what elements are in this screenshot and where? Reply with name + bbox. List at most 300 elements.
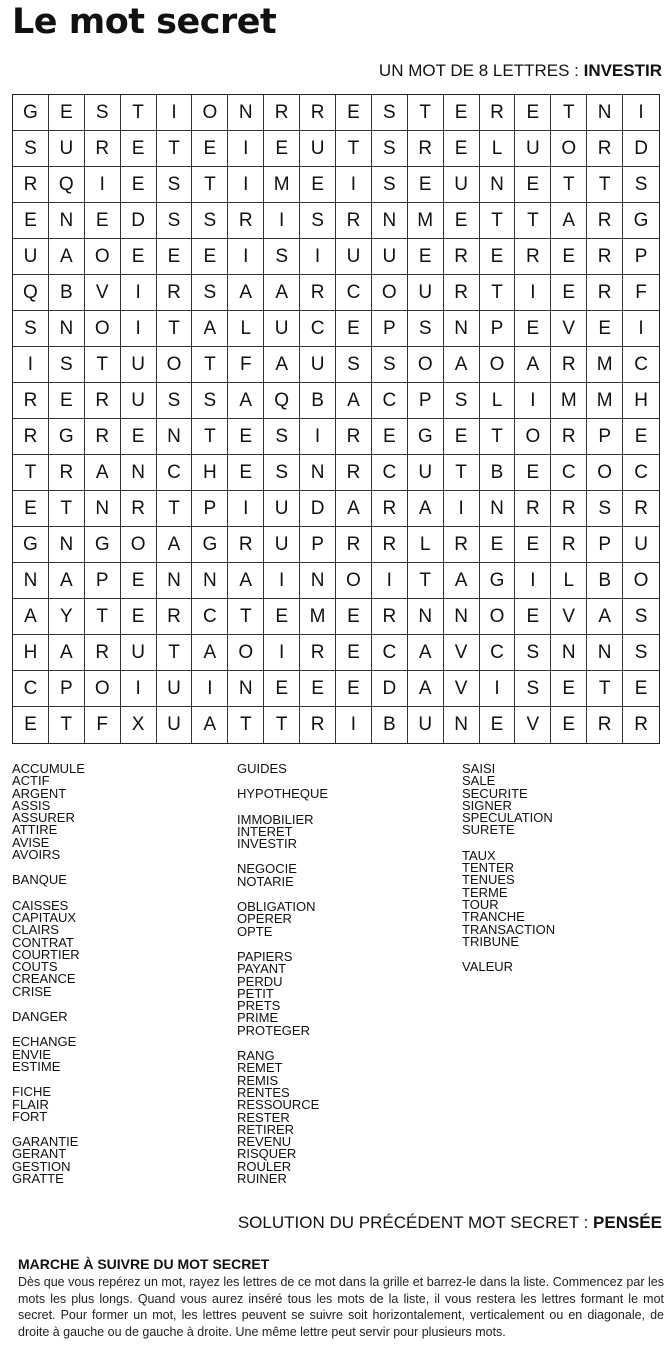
grid-cell[interactable]: N (444, 311, 480, 347)
word-list-item[interactable]: TRIBUNE (462, 933, 520, 949)
word-list-item[interactable]: SALE (462, 773, 496, 789)
grid-cell[interactable]: R (480, 95, 516, 131)
grid-cell[interactable]: N (372, 203, 408, 239)
grid-cell[interactable]: E (480, 707, 516, 743)
grid-cell[interactable]: C (372, 383, 408, 419)
grid-cell[interactable]: T (157, 491, 193, 527)
grid-cell[interactable]: E (336, 311, 372, 347)
word-list-item[interactable]: REVENU (237, 1134, 292, 1150)
grid-cell[interactable]: A (264, 347, 300, 383)
grid-cell[interactable]: O (408, 347, 444, 383)
word-list-item[interactable]: RETIRER (237, 1121, 295, 1137)
word-list-item[interactable]: BANQUE (12, 872, 67, 888)
grid-cell[interactable]: G (408, 419, 444, 455)
grid-cell[interactable]: M (587, 347, 623, 383)
grid-cell[interactable]: T (408, 95, 444, 131)
grid-cell[interactable]: E (444, 131, 480, 167)
word-list-item[interactable]: SECURITE (462, 785, 528, 801)
grid-cell[interactable]: Y (49, 599, 85, 635)
grid-cell[interactable]: L (480, 383, 516, 419)
grid-cell[interactable]: E (551, 671, 587, 707)
word-list-item[interactable]: INTERET (237, 823, 293, 839)
grid-cell[interactable]: E (49, 95, 85, 131)
grid-cell[interactable]: E (336, 599, 372, 635)
grid-cell[interactable]: C (623, 455, 659, 491)
grid-cell[interactable]: U (13, 239, 49, 275)
word-list-item[interactable]: RANG (237, 1048, 275, 1064)
grid-cell[interactable]: X (121, 707, 157, 743)
word-list-item[interactable]: ARGENT (12, 785, 67, 801)
word-list-item[interactable]: GESTION (12, 1158, 71, 1174)
grid-cell[interactable]: R (85, 131, 121, 167)
word-list-item[interactable]: ESTIME (12, 1058, 61, 1074)
grid-cell[interactable]: D (121, 203, 157, 239)
grid-cell[interactable]: T (444, 455, 480, 491)
grid-cell[interactable]: T (551, 167, 587, 203)
grid-cell[interactable]: T (157, 131, 193, 167)
grid-cell[interactable]: B (372, 707, 408, 743)
word-list-item[interactable]: GERANT (12, 1146, 67, 1162)
grid-cell[interactable]: N (49, 527, 85, 563)
word-list-item[interactable]: CAISSES (12, 897, 69, 913)
grid-cell[interactable]: E (515, 95, 551, 131)
grid-cell[interactable]: R (85, 383, 121, 419)
grid-cell[interactable]: R (85, 635, 121, 671)
grid-cell[interactable]: S (49, 347, 85, 383)
grid-cell[interactable]: N (587, 95, 623, 131)
grid-cell[interactable]: E (300, 167, 336, 203)
grid-cell[interactable]: R (634, 714, 648, 735)
grid-cell[interactable]: E (623, 419, 659, 455)
word-list-item[interactable]: REMIS (237, 1072, 279, 1088)
grid-cell[interactable]: S (85, 95, 121, 131)
grid-cell[interactable]: G (85, 527, 121, 563)
word-list-item[interactable]: OBLIGATION (237, 899, 316, 915)
word-list-item[interactable]: FICHE (12, 1084, 51, 1100)
grid-cell[interactable]: R (13, 167, 49, 203)
grid-cell[interactable]: A (228, 563, 264, 599)
grid-cell[interactable]: N (121, 455, 157, 491)
word-list-item[interactable]: HYPOTHEQUE (237, 786, 329, 802)
grid-cell[interactable]: S (192, 203, 228, 239)
grid-cell[interactable]: S (444, 383, 480, 419)
grid-cell[interactable]: T (408, 563, 444, 599)
grid-cell[interactable]: F (228, 347, 264, 383)
grid-cell[interactable]: T (480, 203, 516, 239)
word-list-item[interactable]: RENTES (237, 1084, 290, 1100)
grid-cell[interactable]: E (515, 311, 551, 347)
grid-cell[interactable]: T (480, 419, 516, 455)
grid-cell[interactable]: G (192, 527, 228, 563)
word-list-item[interactable]: DANGER (12, 1009, 68, 1025)
grid-cell[interactable]: P (49, 671, 85, 707)
grid-cell[interactable]: O (515, 419, 551, 455)
grid-cell[interactable]: T (515, 203, 551, 239)
grid-cell[interactable]: R (372, 599, 408, 635)
grid-cell[interactable]: A (515, 347, 551, 383)
grid-cell[interactable]: V (444, 635, 480, 671)
grid-cell[interactable]: R (121, 491, 157, 527)
word-list-item[interactable]: AVISE (12, 834, 50, 850)
grid-cell[interactable]: E (551, 275, 587, 311)
word-list-item[interactable]: CRISE (12, 983, 52, 999)
word-list-item[interactable]: ROULER (237, 1158, 292, 1174)
grid-cell[interactable]: S (623, 599, 659, 635)
grid-cell[interactable]: C (13, 671, 49, 707)
word-list-item[interactable]: ATTIRE (12, 822, 58, 838)
grid-cell[interactable]: E (408, 239, 444, 275)
grid-cell[interactable]: E (13, 707, 49, 743)
grid-cell[interactable]: D (623, 131, 659, 167)
grid-cell[interactable]: S (587, 491, 623, 527)
grid-cell[interactable]: S (264, 419, 300, 455)
grid-cell[interactable]: U (300, 347, 336, 383)
grid-cell[interactable]: E (121, 239, 157, 275)
grid-cell[interactable]: O (85, 671, 121, 707)
grid-cell[interactable]: U (121, 383, 157, 419)
grid-cell[interactable]: A (587, 599, 623, 635)
grid-cell[interactable]: I (515, 563, 551, 599)
grid-cell[interactable]: P (587, 527, 623, 563)
word-list-item[interactable]: NEGOCIE (237, 861, 297, 877)
grid-cell[interactable]: O (85, 239, 121, 275)
grid-cell[interactable]: A (49, 635, 85, 671)
grid-cell[interactable]: S (157, 167, 193, 203)
grid-cell[interactable]: O (85, 311, 121, 347)
grid-cell[interactable]: U (444, 167, 480, 203)
grid-cell[interactable]: R (372, 527, 408, 563)
grid-cell[interactable]: T (157, 311, 193, 347)
grid-cell[interactable]: I (264, 635, 300, 671)
grid-cell[interactable]: N (192, 563, 228, 599)
word-list-item[interactable]: PETIT (237, 985, 274, 1001)
grid-cell[interactable]: I (300, 419, 336, 455)
grid-cell[interactable]: T (228, 707, 264, 743)
grid-cell[interactable]: A (228, 383, 264, 419)
word-list-item[interactable]: CLAIRS (12, 922, 59, 938)
grid-cell[interactable]: M (587, 383, 623, 419)
grid-cell[interactable]: N (228, 671, 264, 707)
grid-cell[interactable]: N (587, 635, 623, 671)
word-list-item[interactable]: PERDU (237, 973, 283, 989)
grid-cell[interactable]: U (49, 131, 85, 167)
grid-cell[interactable]: R (551, 491, 587, 527)
word-list-item[interactable]: PROTEGER (237, 1022, 310, 1038)
word-list-item[interactable]: NOTARIE (237, 873, 294, 889)
grid-cell[interactable]: I (157, 95, 193, 131)
grid-cell[interactable]: O (157, 347, 193, 383)
grid-cell[interactable]: O (192, 95, 228, 131)
grid-cell[interactable]: N (49, 203, 85, 239)
grid-cell[interactable]: E (121, 419, 157, 455)
grid-cell[interactable]: R (336, 203, 372, 239)
grid-cell[interactable]: H (623, 383, 659, 419)
grid-cell[interactable]: N (480, 491, 516, 527)
grid-cell[interactable]: N (408, 599, 444, 635)
word-list-item[interactable]: OPERER (237, 911, 292, 927)
grid-cell[interactable]: C (336, 275, 372, 311)
grid-cell[interactable]: E (192, 131, 228, 167)
word-list-item[interactable]: SPECULATION (462, 810, 553, 826)
grid-cell[interactable]: G (49, 419, 85, 455)
grid-cell[interactable]: U (408, 455, 444, 491)
grid-cell[interactable]: R (551, 527, 587, 563)
grid-cell[interactable]: A (444, 563, 480, 599)
grid-cell[interactable]: T (85, 599, 121, 635)
grid-cell[interactable]: I (444, 491, 480, 527)
grid-cell[interactable]: U (336, 239, 372, 275)
grid-cell[interactable]: S (264, 239, 300, 275)
grid-cell[interactable]: N (228, 95, 264, 131)
word-list-item[interactable]: TOUR (462, 896, 499, 912)
grid-cell[interactable]: E (336, 635, 372, 671)
word-list-item[interactable]: ASSURER (12, 810, 75, 826)
word-list-item[interactable]: OPTE (237, 923, 273, 939)
grid-cell[interactable]: E (85, 203, 121, 239)
word-list-item[interactable]: ACTIF (12, 773, 50, 789)
grid-cell[interactable]: R (515, 491, 551, 527)
word-list-item[interactable]: CONTRAT (12, 934, 74, 950)
grid-cell[interactable]: R (444, 527, 480, 563)
word-list-item[interactable]: REMET (237, 1060, 283, 1076)
grid-cell[interactable]: N (300, 563, 336, 599)
grid-cell[interactable]: R (336, 527, 372, 563)
grid-cell[interactable]: N (157, 419, 193, 455)
grid-cell[interactable]: E (551, 707, 587, 743)
grid-cell[interactable]: F (623, 275, 659, 311)
grid-cell[interactable]: I (228, 239, 264, 275)
grid-cell[interactable]: O (480, 347, 516, 383)
grid-cell[interactable]: I (300, 239, 336, 275)
grid-cell[interactable]: A (408, 491, 444, 527)
grid-cell[interactable]: E (444, 419, 480, 455)
word-list-item[interactable]: PAYANT (237, 961, 287, 977)
grid-cell[interactable]: P (587, 419, 623, 455)
grid-cell[interactable]: E (336, 671, 372, 707)
grid-cell[interactable]: I (228, 167, 264, 203)
grid-cell[interactable]: I (13, 347, 49, 383)
word-list-item[interactable]: GARANTIE (12, 1134, 79, 1150)
grid-cell[interactable]: Q (49, 167, 85, 203)
word-list-item[interactable]: FLAIR (12, 1096, 49, 1112)
word-list-item[interactable]: RESSOURCE (237, 1097, 320, 1113)
grid-cell[interactable]: B (480, 455, 516, 491)
grid-cell[interactable]: R (587, 707, 623, 743)
grid-cell[interactable]: T (121, 95, 157, 131)
grid-cell[interactable]: R (157, 275, 193, 311)
grid-cell[interactable]: G (13, 95, 49, 131)
grid-cell[interactable]: E (444, 95, 480, 131)
grid-cell[interactable]: S (515, 635, 551, 671)
grid-cell[interactable]: V (85, 275, 121, 311)
grid-cell[interactable]: A (336, 491, 372, 527)
grid-cell[interactable]: P (300, 527, 336, 563)
grid-cell[interactable]: N (444, 599, 480, 635)
grid-cell[interactable]: A (13, 599, 49, 635)
grid-cell[interactable]: E (372, 419, 408, 455)
grid-cell[interactable]: R (515, 239, 551, 275)
grid-cell[interactable]: T (49, 707, 85, 743)
grid-cell[interactable]: A (192, 635, 228, 671)
grid-cell[interactable]: U (408, 707, 444, 743)
grid-cell[interactable]: E (515, 167, 551, 203)
grid-cell[interactable]: E (551, 239, 587, 275)
grid-cell[interactable]: U (264, 491, 300, 527)
grid-cell[interactable]: B (587, 563, 623, 599)
grid-cell[interactable]: E (515, 599, 551, 635)
grid-cell[interactable]: I (623, 311, 659, 347)
grid-cell[interactable]: D (300, 491, 336, 527)
grid-cell[interactable]: R (623, 491, 659, 527)
grid-cell[interactable]: R (336, 419, 372, 455)
grid-cell[interactable]: S (192, 383, 228, 419)
grid-cell[interactable]: P (408, 383, 444, 419)
grid-cell[interactable]: C (551, 455, 587, 491)
grid-cell[interactable]: I (515, 275, 551, 311)
grid-cell[interactable]: I (192, 671, 228, 707)
grid-cell[interactable]: R (49, 455, 85, 491)
grid-cell[interactable]: S (13, 131, 49, 167)
grid-cell[interactable]: T (192, 347, 228, 383)
grid-cell[interactable]: E (192, 239, 228, 275)
grid-cell[interactable]: O (336, 563, 372, 599)
grid-cell[interactable]: V (515, 707, 551, 743)
grid-cell[interactable]: R (300, 707, 336, 743)
word-list-item[interactable]: FORT (12, 1108, 48, 1124)
grid-cell[interactable]: S (336, 347, 372, 383)
grid-cell[interactable]: A (336, 383, 372, 419)
grid-cell[interactable]: T (587, 167, 623, 203)
grid-cell[interactable]: P (623, 239, 659, 275)
word-list-item[interactable]: ACCUMULE (12, 761, 85, 776)
grid-cell[interactable]: A (85, 455, 121, 491)
grid-cell[interactable]: U (515, 131, 551, 167)
grid-cell[interactable]: G (13, 527, 49, 563)
word-list-item[interactable]: PAPIERS (237, 948, 293, 964)
word-list-item[interactable]: VALEUR (462, 959, 514, 975)
grid-cell[interactable]: A (551, 203, 587, 239)
grid-cell[interactable]: P (85, 563, 121, 599)
grid-cell[interactable]: U (408, 275, 444, 311)
grid-cell[interactable]: N (300, 455, 336, 491)
grid-cell[interactable]: E (515, 527, 551, 563)
grid-cell[interactable]: A (444, 347, 480, 383)
grid-cell[interactable]: V (444, 671, 480, 707)
grid-cell[interactable]: C (157, 455, 193, 491)
grid-cell[interactable]: T (480, 275, 516, 311)
grid-cell[interactable]: M (264, 167, 300, 203)
grid-cell[interactable]: S (408, 311, 444, 347)
grid-cell[interactable]: R (85, 419, 121, 455)
grid-cell[interactable]: I (228, 131, 264, 167)
grid-cell[interactable]: C (480, 635, 516, 671)
word-list-item[interactable]: RISQUER (237, 1146, 297, 1162)
grid-cell[interactable]: N (444, 707, 480, 743)
grid-cell[interactable]: U (121, 635, 157, 671)
grid-cell[interactable]: B (49, 275, 85, 311)
grid-cell[interactable]: T (13, 455, 49, 491)
grid-cell[interactable]: E (408, 167, 444, 203)
grid-cell[interactable]: N (157, 563, 193, 599)
word-list-item[interactable]: TERME (462, 884, 508, 900)
grid-cell[interactable]: I (121, 275, 157, 311)
grid-cell[interactable]: R (551, 419, 587, 455)
grid-cell[interactable]: G (623, 203, 659, 239)
grid-cell[interactable]: R (372, 491, 408, 527)
word-list-item[interactable]: TENTER (462, 860, 514, 876)
grid-cell[interactable]: P (192, 491, 228, 527)
word-list-item[interactable]: RESTER (237, 1109, 290, 1125)
grid-cell[interactable]: H (192, 455, 228, 491)
grid-cell[interactable]: M (300, 599, 336, 635)
grid-cell[interactable]: A (264, 275, 300, 311)
grid-cell[interactable]: A (408, 671, 444, 707)
grid-cell[interactable]: E (264, 131, 300, 167)
grid-cell[interactable]: S (623, 635, 659, 671)
grid-cell[interactable]: S (623, 167, 659, 203)
grid-cell[interactable]: O (480, 599, 516, 635)
grid-cell[interactable]: O (372, 275, 408, 311)
word-list-item[interactable]: CREANCE (12, 971, 76, 987)
grid-cell[interactable]: R (444, 239, 480, 275)
grid-cell[interactable]: S (157, 383, 193, 419)
grid-cell[interactable]: C (372, 455, 408, 491)
grid-cell[interactable]: I (336, 167, 372, 203)
word-list-item[interactable]: COUTS (12, 959, 58, 975)
grid-cell[interactable]: I (264, 563, 300, 599)
grid-cell[interactable]: N (13, 563, 49, 599)
grid-cell[interactable]: S (264, 455, 300, 491)
grid-cell[interactable]: Q (264, 383, 300, 419)
grid-cell[interactable]: R (444, 275, 480, 311)
word-list-item[interactable]: ENVIE (12, 1046, 52, 1062)
word-list-item[interactable]: ECHANGE (12, 1034, 77, 1050)
grid-cell[interactable]: E (157, 239, 193, 275)
word-list-item[interactable]: GUIDES (237, 761, 287, 776)
grid-cell[interactable]: A (192, 311, 228, 347)
grid-cell[interactable]: V (551, 311, 587, 347)
grid-cell[interactable]: G (480, 563, 516, 599)
grid-cell[interactable]: T (192, 419, 228, 455)
grid-cell[interactable]: S (157, 203, 193, 239)
word-list-item[interactable]: TENUES (462, 872, 515, 888)
grid-cell[interactable]: E (264, 599, 300, 635)
grid-cell[interactable]: R (264, 95, 300, 131)
grid-cell[interactable]: O (121, 527, 157, 563)
grid-cell[interactable]: S (372, 347, 408, 383)
grid-cell[interactable]: U (264, 311, 300, 347)
grid-cell[interactable]: C (623, 347, 659, 383)
grid-cell[interactable]: M (408, 203, 444, 239)
grid-cell[interactable]: U (264, 527, 300, 563)
grid-cell[interactable]: T (157, 635, 193, 671)
word-list-item[interactable]: INVESTIR (237, 836, 297, 852)
grid-cell[interactable]: S (372, 95, 408, 131)
grid-cell[interactable]: O (228, 635, 264, 671)
word-list-item[interactable]: TAUX (462, 847, 496, 863)
word-list-item[interactable]: PRETS (237, 998, 281, 1014)
grid-cell[interactable]: E (121, 563, 157, 599)
grid-cell[interactable]: A (228, 275, 264, 311)
grid-cell[interactable]: O (551, 131, 587, 167)
grid-cell[interactable]: E (444, 203, 480, 239)
grid-cell[interactable]: A (49, 563, 85, 599)
grid-cell[interactable]: H (13, 635, 49, 671)
grid-cell[interactable]: L (408, 527, 444, 563)
grid-cell[interactable]: A (49, 239, 85, 275)
grid-cell[interactable]: T (551, 95, 587, 131)
grid-cell[interactable]: U (372, 239, 408, 275)
